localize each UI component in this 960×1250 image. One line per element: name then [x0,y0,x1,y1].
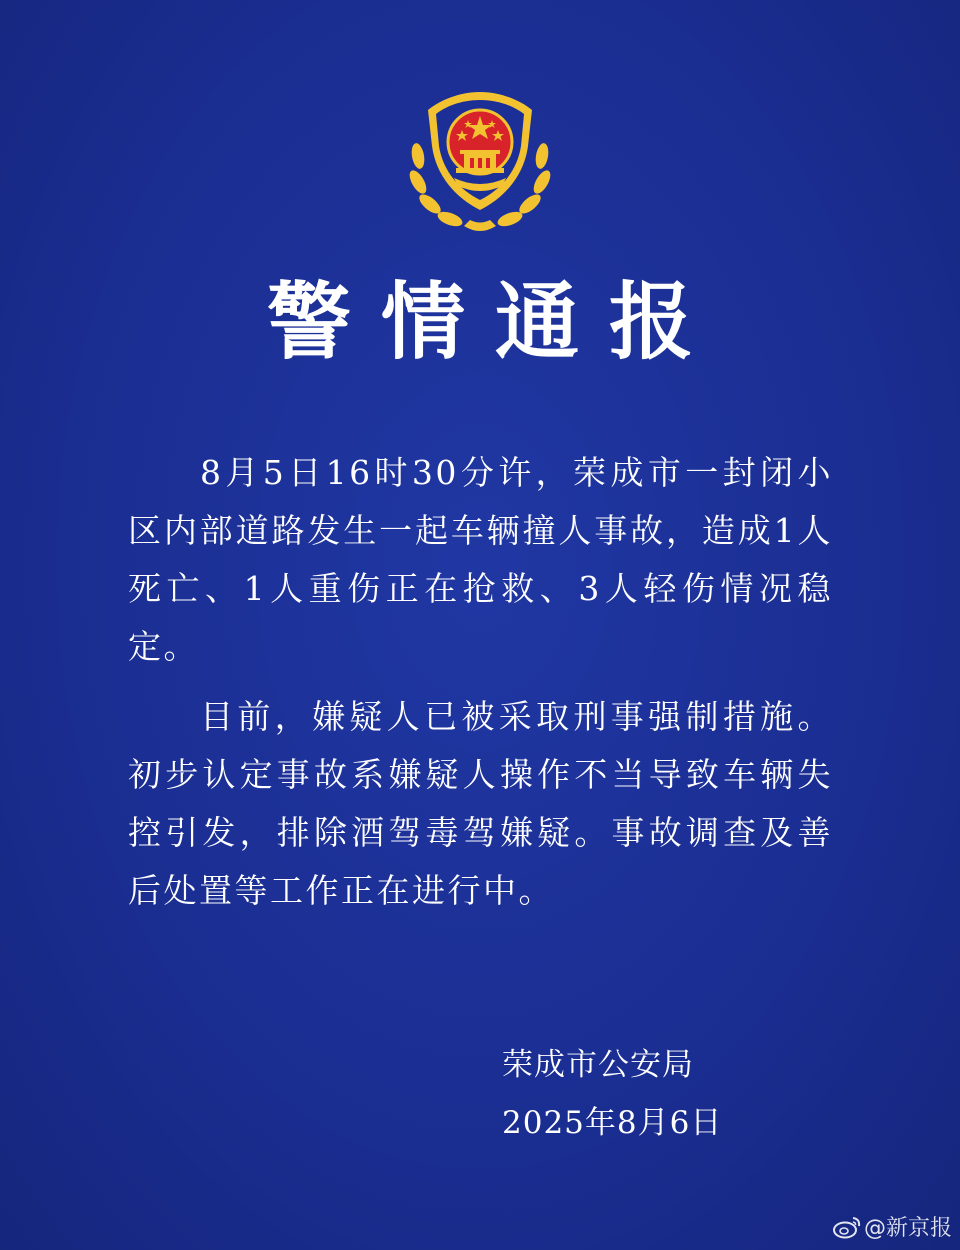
issuer-name: 荣成市公安局 [502,1047,694,1083]
paragraph-status: 目前，嫌疑人已被采取刑事强制措施。初步认定事故系嫌疑人操作不当导致车辆失控引发，排除酒驾毒驾嫌疑。事故调查及善后处置等工作正在进行中。 [128,697,833,910]
source-watermark [832,1211,952,1242]
signature-block [502,1036,722,1152]
page-title: 警情通报 [266,273,723,371]
weibo-icon [832,1215,862,1239]
watermark-text: @新京报 [863,1216,952,1241]
police-badge-icon [404,86,556,236]
notice-body [128,444,833,932]
issue-date: 2025年8月6日 [502,1105,723,1141]
paragraph-incident: 8月5日16时30分许，荣成市一封闭小区内部道路发生一起车辆撞人事故，造成1人死亡、1人重伤正在抢救、3人轻伤情况稳定。 [128,453,833,666]
